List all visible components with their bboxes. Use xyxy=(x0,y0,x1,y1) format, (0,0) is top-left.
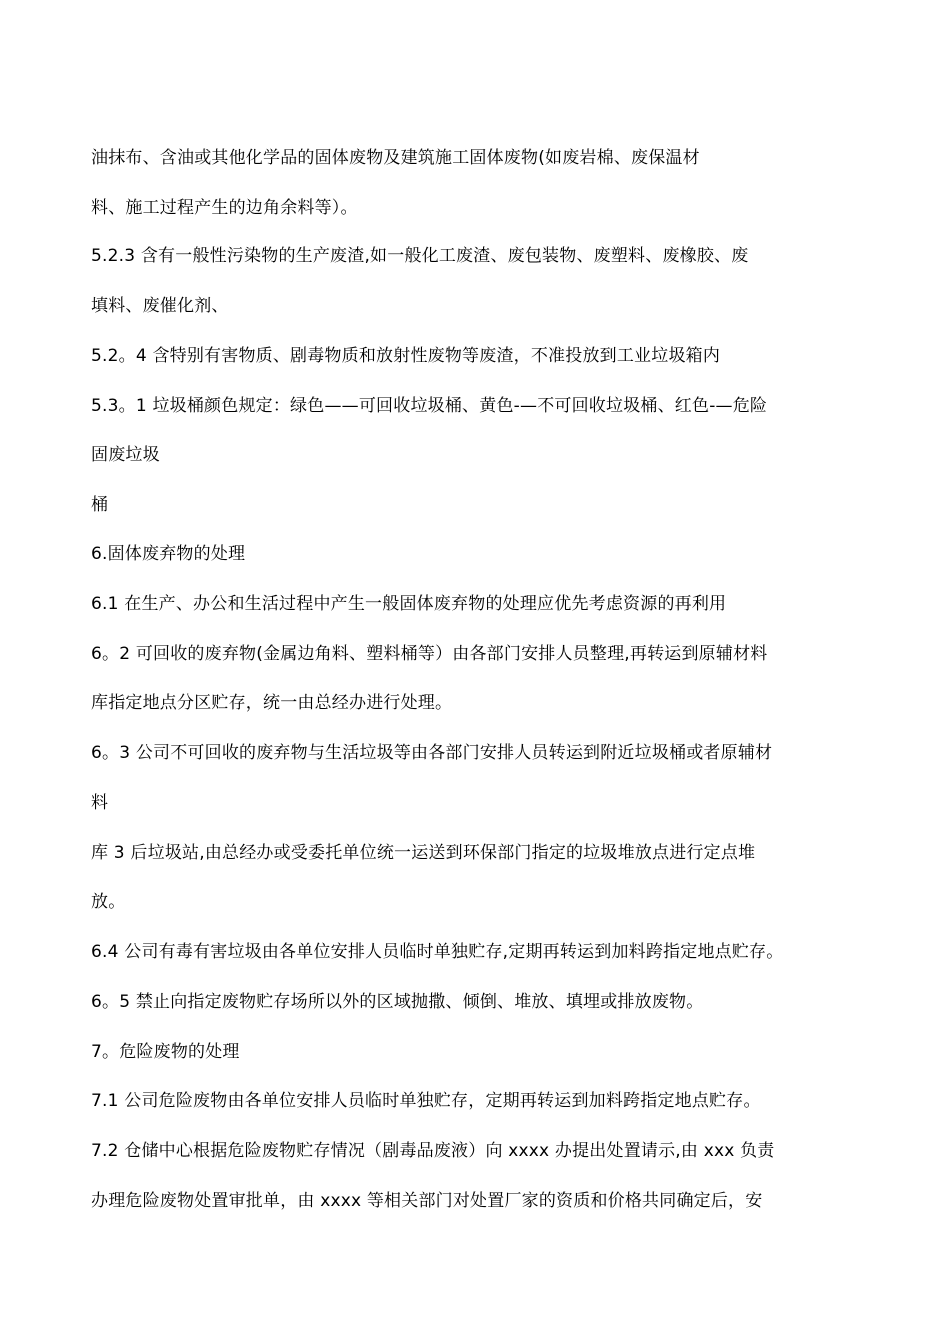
text-line: 7.1 公司危险废物由各单位安排人员临时单独贮存，定期再转运到加料跨指定地点贮存。 xyxy=(91,1091,761,1111)
section-heading: 6.固体废弃物的处理 xyxy=(91,544,246,564)
text-line: 填料、废催化剂、 xyxy=(91,296,229,316)
text-line: 6.4 公司有毒有害垃圾由各单位安排人员临时单独贮存,定期再转运到加料跨指定地点贮存。 xyxy=(91,942,784,962)
text-line: 库指定地点分区贮存，统一由总经办进行处理。 xyxy=(91,693,453,713)
text-line: 6。2 可回收的废弃物(金属边角料、塑料桶等）由各部门安排人员整理,再转运到原辅材料 xyxy=(91,644,768,664)
section-heading: 7。危险废物的处理 xyxy=(91,1042,240,1062)
text-line: 油抹布、含油或其他化学品的固体废物及建筑施工固体废物(如废岩棉、废保温材 xyxy=(91,148,700,168)
text-line: 5.2。4 含特别有害物质、剧毒物质和放射性废物等废渣，不准投放到工业垃圾箱内 xyxy=(91,346,721,366)
text-line: 6。3 公司不可回收的废弃物与生活垃圾等由各部门安排人员转运到附近垃圾桶或者原辅材 xyxy=(91,743,773,763)
text-line: 5.2.3 含有一般性污染物的生产废渣,如一般化工废渣、废包装物、废塑料、废橡胶、废 xyxy=(91,246,749,266)
text-line: 7.2 仓储中心根据危险废物贮存情况（剧毒品废液）向 xxxx 办提出处置请示,由 xxx 负责 xyxy=(91,1141,775,1161)
text-line: 办理危险废物处置审批单，由 xxxx 等相关部门对处置厂家的资质和价格共同确定后，安 xyxy=(91,1191,763,1211)
text-line: 库 3 后垃圾站,由总经办或受委托单位统一运送到环保部门指定的垃圾堆放点进行定点堆 xyxy=(91,843,756,863)
text-line: 6。5 禁止向指定废物贮存场所以外的区域抛撒、倾倒、堆放、填埋或排放废物。 xyxy=(91,992,704,1012)
text-line: 固废垃圾 xyxy=(91,445,160,465)
text-line: 放。 xyxy=(91,892,126,912)
text-line: 5.3。1 垃圾桶颜色规定：绿色——可回收垃圾桶、黄色-—不可回收垃圾桶、红色-—危险 xyxy=(91,396,768,416)
text-line: 料、施工过程产生的边角余料等）。 xyxy=(91,198,358,218)
text-line: 料 xyxy=(91,793,109,813)
text-line: 6.1 在生产、办公和生活过程中产生一般固体废弃物的处理应优先考虑资源的再利用 xyxy=(91,594,727,614)
text-line: 桶 xyxy=(91,495,109,515)
